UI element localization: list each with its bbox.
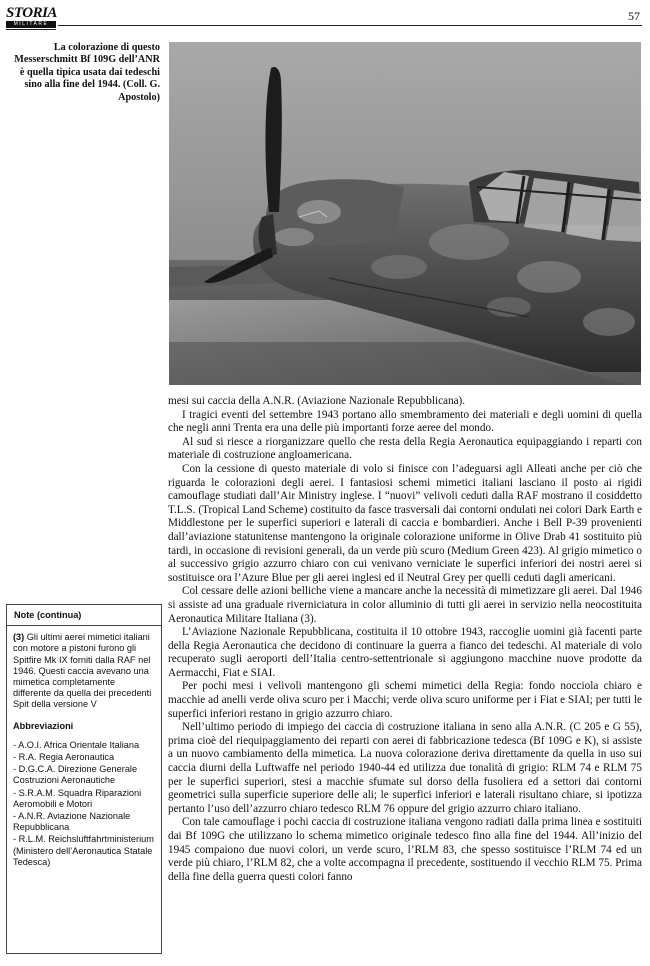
- abbreviations-list: [7, 740, 161, 868]
- paragraph: L’Aviazione Nazionale Repubblicana, costituita il 10 ottobre 1943, raccoglie uomini già facenti parte della Regia Aeronautica che decidono di continuare la guerra a fianco dei tedeschi. Al materiale di volo recuperato sugli aeroporti dell’Italia centro-settentrionale si aggiungono macchine nuove prodotte da Aermacchi, Fiat e SIAI.: [168, 626, 642, 679]
- magazine-logo: [6, 6, 56, 30]
- abbreviation-item: - D.G.C.A. Direzione Generale Costruzioni Aeronautiche: [13, 764, 138, 786]
- abbreviation-item: - R.L.M. Reichsluftfahrtministerium (Ministero dell’Aeronautica Statale Tedesca): [13, 834, 154, 867]
- paragraph: mesi sui caccia della A.N.R. (Aviazione Nazionale Repubblicana).: [168, 395, 466, 407]
- paragraph: Con tale camouflage i pochi caccia di costruzione italiana vengono radiati dalla prima linea e sostituiti dai Bf 109G che utilizzano lo schema mimetico originale tedesco fino alla fine del 1944. All’inizio del 1945 compaiono due nuovi colori, un verde scuro, l’RLM 83, che spesso sostituisce l’RLM 74 ed un verde più chiaro, l’RLM 82, che a volte accompagna il precedente, sostituendo il vecchio RLM 75. Prima della fine della guerra questi colori fanno: [168, 816, 642, 883]
- notes-title: Note (continua): [7, 605, 161, 626]
- note-text: Gli ultimi aerei mimetici italiani con motore a pistoni furono gli Spitfire Mk IX forniti dalla RAF nel 1946. Questi caccia avevano una mimetica completamente differente da quella dei precedenti Spit della versione V: [13, 632, 152, 710]
- abbreviation-item: - S.R.A.M. Squadra Riparazioni Aeromobili e Motori: [13, 787, 142, 809]
- notes-sidebar: [6, 604, 162, 954]
- abbreviation-item: - R.A. Regia Aeronautica: [13, 752, 115, 763]
- logo-title: STORIA: [6, 5, 57, 21]
- logo-subtitle: MILITARE: [6, 21, 56, 28]
- aircraft-photo: [169, 42, 641, 385]
- article-body: [168, 395, 642, 884]
- abbreviations-title: Abbreviazioni: [13, 720, 74, 731]
- paragraph: Nell’ultimo periodo di impiego dei caccia di costruzione italiana in seno alla A.N.R. (C 205 e G 55), prima cioè del riequipaggiamento dei reparti con aerei di fabbricazione tedesca (Bf 109G e K), si assiste a un nuovo cambiamento della mimetica. La nuova colorazione deriva direttamente da quella in uso sui caccia diurni della Luftwaffe nel periodo 1940-44 ed utilizza due tonalità di grigio: RLM 74 e RLM 75 per le superfici superiori, stesi a macchie sfumate sul dorso della fusoliera ed a settori dai contorni geometrici sulla superficie superiore delle ali; le superfici inferiori e laterali risultano chiare, si ipotizza pertanto l’uso dell’azzurro chiaro tedesco RLM 76 oppure del grigio azzurro chiaro italiano.: [168, 721, 642, 815]
- photo-caption: La colorazione di questo Messerschmitt Bf 109G dell’ANR è quella tipica usata dai tedeschi sino alla fine del 1944. (Coll. G. Apostolo): [14, 42, 160, 103]
- paragraph: Con la cessione di questo materiale di volo si finisce con l’adeguarsi agli Alleati anche per ciò che riguarda le colorazioni degli aerei. I fantasiosi schemi mimetici italiani lasciano il posto ai rigidi camouflage studiati dall’Air Ministry inglese. I “nuovi” velivoli ceduti dalla RAF mostrano il cosiddetto T.L.S. (Tropical Land Scheme) costituito da fasce trasversali dai contorni ondulati nei colori Dark Earth e Middlestone per le superfici superiori e laterali di caccia e bombardieri. Anche i Bell P-39 provenienti dall’aviazione statunitense mantengono la originale colorazione uniforme in Olive Drab 41 sostituito più tardi, in occasione di revisioni generali, da un verde più scuro (Medium Green 423). Al grigio mimetico o al successivo grigio azzurro chiaro con cui venivano verniciate le superfici inferiori dei nostri aerei si sostituisce ora l’Azure Blue per gli aerei inglesi ed il Neutral Grey per quelli ceduti dagli americani.: [168, 462, 642, 584]
- header-rule: [58, 25, 642, 26]
- paragraph: I tragici eventi del settembre 1943 portano allo smembramento dei materiali e degli uomini di quella che negli anni Trenta era una delle più importanti forze aeree del mondo.: [168, 408, 642, 435]
- note-3: [7, 626, 161, 710]
- paragraph: Per pochi mesi i velivoli mantengono gli schemi mimetici della Regia: fondo nocciola chiaro e macchie ad anelli verde oliva scuro per i Macchi; verde oliva scuro uniforme per i Fiat e SIAI; per tutti le superfici inferiori restano in grigio azzurro chiaro.: [168, 680, 642, 720]
- abbreviation-item: - A.O.I. Africa Orientale Italiana: [13, 739, 140, 750]
- abbreviation-item: - A.N.R. Aviazione Nazionale Repubblicana: [13, 811, 131, 833]
- note-number: (3): [13, 632, 25, 643]
- paragraph: Al sud si riesce a riorganizzare quello che resta della Regia Aeronautica equipaggiando i reparti con materiale di costruzione angloamericana.: [168, 435, 642, 462]
- page-number: 57: [628, 9, 640, 23]
- paragraph: Col cessare delle azioni belliche viene a mancare anche la necessità di mimetizzare gli aerei. Dal 1946 si assiste ad una graduale riverniciatura in color alluminio di tutti gli aerei in servizio nella neocostituita Aeronautica Militare Italiana (3).: [168, 585, 642, 625]
